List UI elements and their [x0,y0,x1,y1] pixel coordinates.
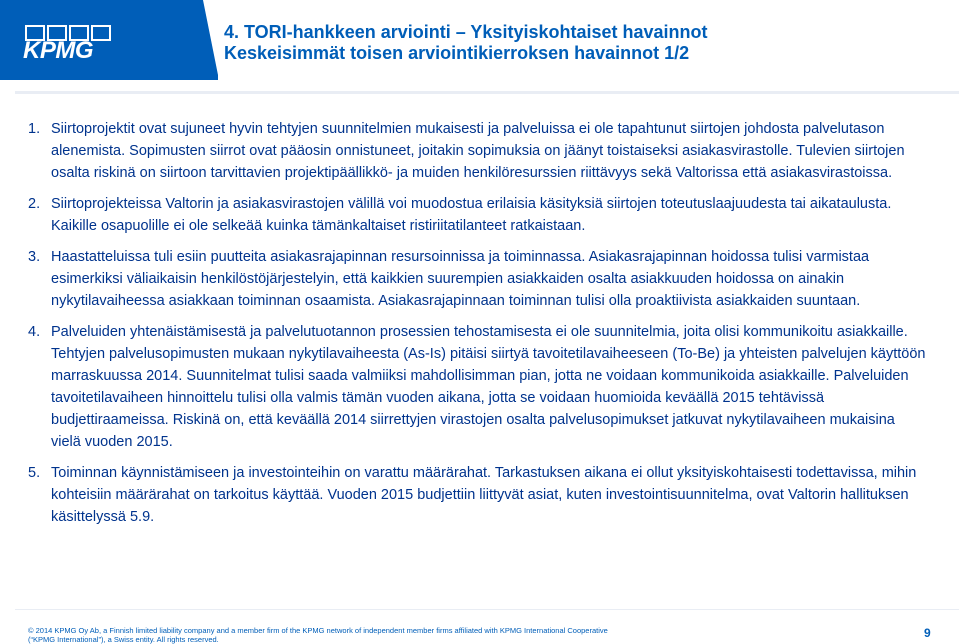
page-title [224,22,708,64]
list-item-text: Palveluiden yhtenäistämisestä ja palvelutuotannon prosessien tehostamisesta ei ole suunnitelmia, joita olisi kommunikoitu asiakkaille. Tehtyjen palvelusopimusten mukaan nykytilavaiheesta (As-Is) pitäisi siirtyä tavoitetilavaiheeseen (To-Be) ja yhteisten palvelujen käyttöön marraskuussa 2014. Suunnitelmat tulisi saada valmiiksi mahdollisimman pian, jotta ne voidaan kommunikoida asiakkaille. Palveluiden tavoitetilavaiheen hinnoittelu tulisi olla valmis tämän vuoden aikana, jotta se voidaan huomioida keväällä 2015 tehtävissä budjettiraameissa. Riskinä on, että keväällä 2014 siirrettyjen virastojen osalta palvelusopimukset jatkuvat nykytilavaiheen mukaisina vielä vuoden 2015. [51,324,926,450]
copyright-footer [28,626,648,644]
list-item-number: 5. [28,465,41,481]
list-item [28,118,928,184]
kpmg-logo-text: KPMG [23,37,93,64]
copyright-line1: © 2014 KPMG Oy Ab, a Finnish limited liability company and a member firm of the KPMG network of independent member firms affiliated with KPMG International Cooperative [28,626,608,635]
header-logo-block [0,0,218,80]
list-item-text: Toiminnan käynnistämiseen ja investointeihin on varattu määrärahat. Tarkastuksen aikana ei ollut yksityiskohtaisesti todettavissa, mihin kohteisiin määrärahat on tarkoitus käyttää. Vuoden 2015 budjettiin liittyvät asiat, kuten investointisuunnitelma, ovat Valtorin hallituksen käsittelyssä 5.9. [51,465,917,525]
list-item [28,462,928,528]
list-item-text: Siirtoprojekteissa Valtorin ja asiakasvirastojen välillä voi muodostua erilaisia käsityksiä siirtojen toteutuslaajuudesta tai aikataulusta. Kaikille osapuolille ei ole selkeää kuinka tämänkaltaiset ristiriitatilanteet ratkaistaan. [51,196,892,234]
list-item [28,246,928,312]
page-number: 9 [924,626,931,640]
page-subtitle: Keskeisimmät toisen arviointikierroksen havainnot 1/2 [224,43,690,63]
list-item [28,193,928,237]
header-divider [15,91,959,94]
list-item-text: Siirtoprojektit ovat sujuneet hyvin tehtyjen suunnitelmien mukaisesti ja palveluissa ei ole tapahtunut siirtojen johdosta palvelutason alenemista. Sopimusten siirrot ovat pääosin onnistuneet, joitakin sopimuksia on jäänyt toistaiseksi asiakasvirastolle. Tulevien siirtojen osalta riskinä on siirtoon tarvittavien projektipäällikkö- ja muiden henkilöresurssien riittävyys sekä Valtorissa että asiakasvirastoissa. [51,121,905,181]
list-item-number: 1. [28,121,41,137]
findings-list [28,118,928,537]
page-title-line1: 4. TORI-hankkeen arviointi – Yksityiskohtaiset havainnot [224,22,708,42]
kpmg-logo [23,25,117,65]
list-item-number: 3. [28,249,41,265]
footer-divider [15,609,959,610]
list-item-number: 2. [28,196,41,212]
list-item-text: Haastatteluissa tuli esiin puutteita asiakasrajapinnan resursoinnissa ja toiminnassa. Asiakasrajapinnan hoidossa tulisi varmistaa esimerkiksi väliaikaisin henkilöstöjärjestelyin, että kaikkien suurempien asiakkaiden osalta asiakkuuden hoidossa on ainakin nykytilavaiheessa asiakkaan toiminnan osaamista. Asiakasrajapinnaan toiminnan tulisi olla proaktiivista asiakkaiden suuntaan. [51,249,870,309]
copyright-line2: (“KPMG International”), a Swiss entity. All rights reserved. [28,635,219,644]
list-item [28,321,928,453]
list-item-number: 4. [28,324,41,340]
